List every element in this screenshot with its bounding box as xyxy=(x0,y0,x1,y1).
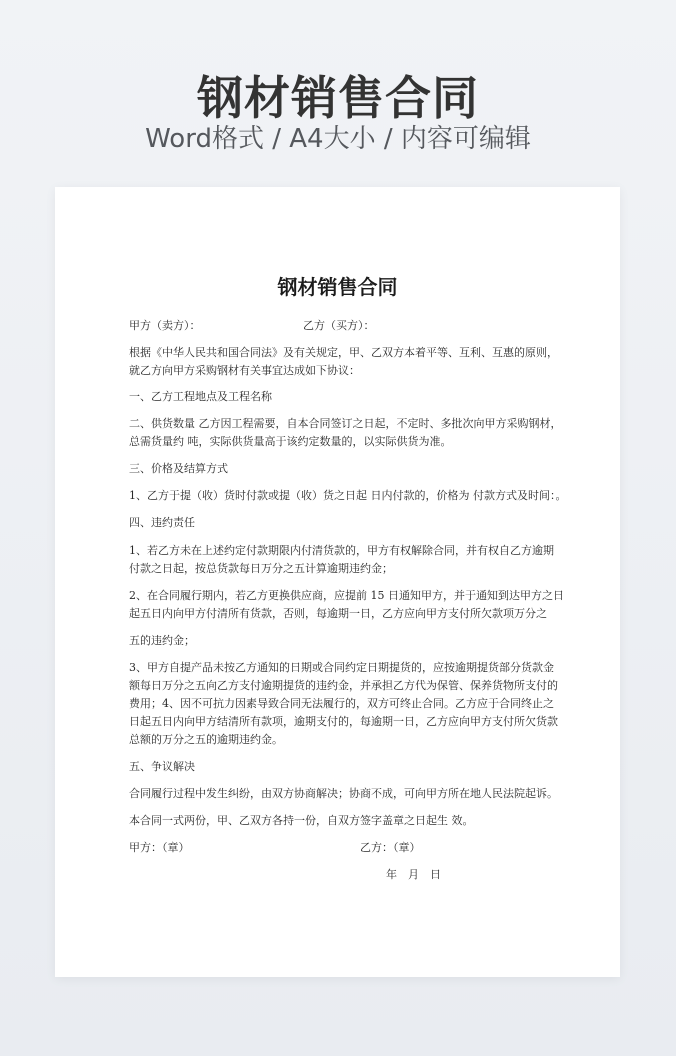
intro-line-2: 就乙方向甲方采购钢材有关事宜达成如下协议： xyxy=(129,364,360,377)
section-4-item-3-line-5: 总额的万分之五的逾期违约金。 xyxy=(129,733,283,746)
party-b-label: 乙方（买方）： xyxy=(303,319,375,332)
section-2-line-2: 总需货量约 吨，实际供货量高于该约定数量的，以实际供货为准。 xyxy=(129,435,452,448)
section-4-item-1-line-2: 付款之日起，按总货款每日万分之五计算逾期违约金； xyxy=(129,562,393,575)
section-4-item-2-line-2: 起五日内向甲方付清所有货款，否则，每逾期一日，乙方应向甲方支付所欠款项万分之 xyxy=(129,607,547,620)
section-4-item-3-line-2: 额每日万分之五向乙方支付逾期提货的违约金，并承担乙方代为保管、保养货物所支付的 xyxy=(129,679,558,692)
section-4-item-2-end: 五的违约金； xyxy=(129,634,195,647)
banner-title: 钢材销售合同 xyxy=(197,71,479,125)
section-4-heading: 四、违约责任 xyxy=(129,516,195,529)
section-3-item-1: 1、乙方于提（收）货时付款或提（收）货之日起 日内付款的，价格为 付款方式及时间：。 xyxy=(129,489,567,502)
section-1-heading: 一、乙方工程地点及工程名称 xyxy=(129,390,272,403)
signature-party-a: 甲方：（章） xyxy=(129,841,190,854)
section-2-line-1: 二、供货数量 乙方因工程需要，自本合同签订之日起，不定时、多批次向甲方采购钢材， xyxy=(129,417,562,430)
section-4-item-3-line-3: 费用；4、因不可抗力因素导致合同无法履行的，双方可终止合同。乙方应于合同终止之 xyxy=(129,697,554,710)
section-4-item-2-line-1: 2、在合同履行期内，若乙方更换供应商，应提前 15 日通知甲方，并于通知到达甲方之日 xyxy=(129,589,564,602)
section-3-heading: 三、价格及结算方式 xyxy=(129,462,228,475)
section-5-heading: 五、争议解决 xyxy=(129,760,195,773)
section-4-item-3-line-4: 日起五日内向甲方结清所有款项，逾期支付的，每逾期一日，乙方应向甲方支付所欠货款 xyxy=(129,715,558,728)
section-4-item-1-line-1: 1、若乙方未在上述约定付款期限内付清货款的，甲方有权解除合同，并有权自乙方逾期 xyxy=(129,544,554,557)
signature-party-b: 乙方：（章） xyxy=(360,841,421,854)
document-page xyxy=(55,187,620,977)
document-title: 钢材销售合同 xyxy=(277,275,398,299)
section-5-item-1: 合同履行过程中发生纠纷，由双方协商解决；协商不成，可向甲方所在地人民法院起诉。 xyxy=(129,787,558,800)
banner-subtitle: Word格式 / A4大小 / 内容可编辑 xyxy=(145,124,531,154)
section-4-item-3-line-1: 3、甲方自提产品未按乙方通知的日期或合同约定日期提货的，应按逾期提货部分货款金 xyxy=(129,661,554,674)
intro-line-1: 根据《中华人民共和国合同法》及有关规定，甲、乙双方本着平等、互利、互惠的原则， xyxy=(129,346,558,359)
closing-clause: 本合同一式两份，甲、乙双方各持一份，自双方签字盖章之日起生 效。 xyxy=(129,814,474,827)
party-a-label: 甲方（卖方）： xyxy=(129,319,201,332)
signature-date: 年 月 日 xyxy=(386,868,441,881)
